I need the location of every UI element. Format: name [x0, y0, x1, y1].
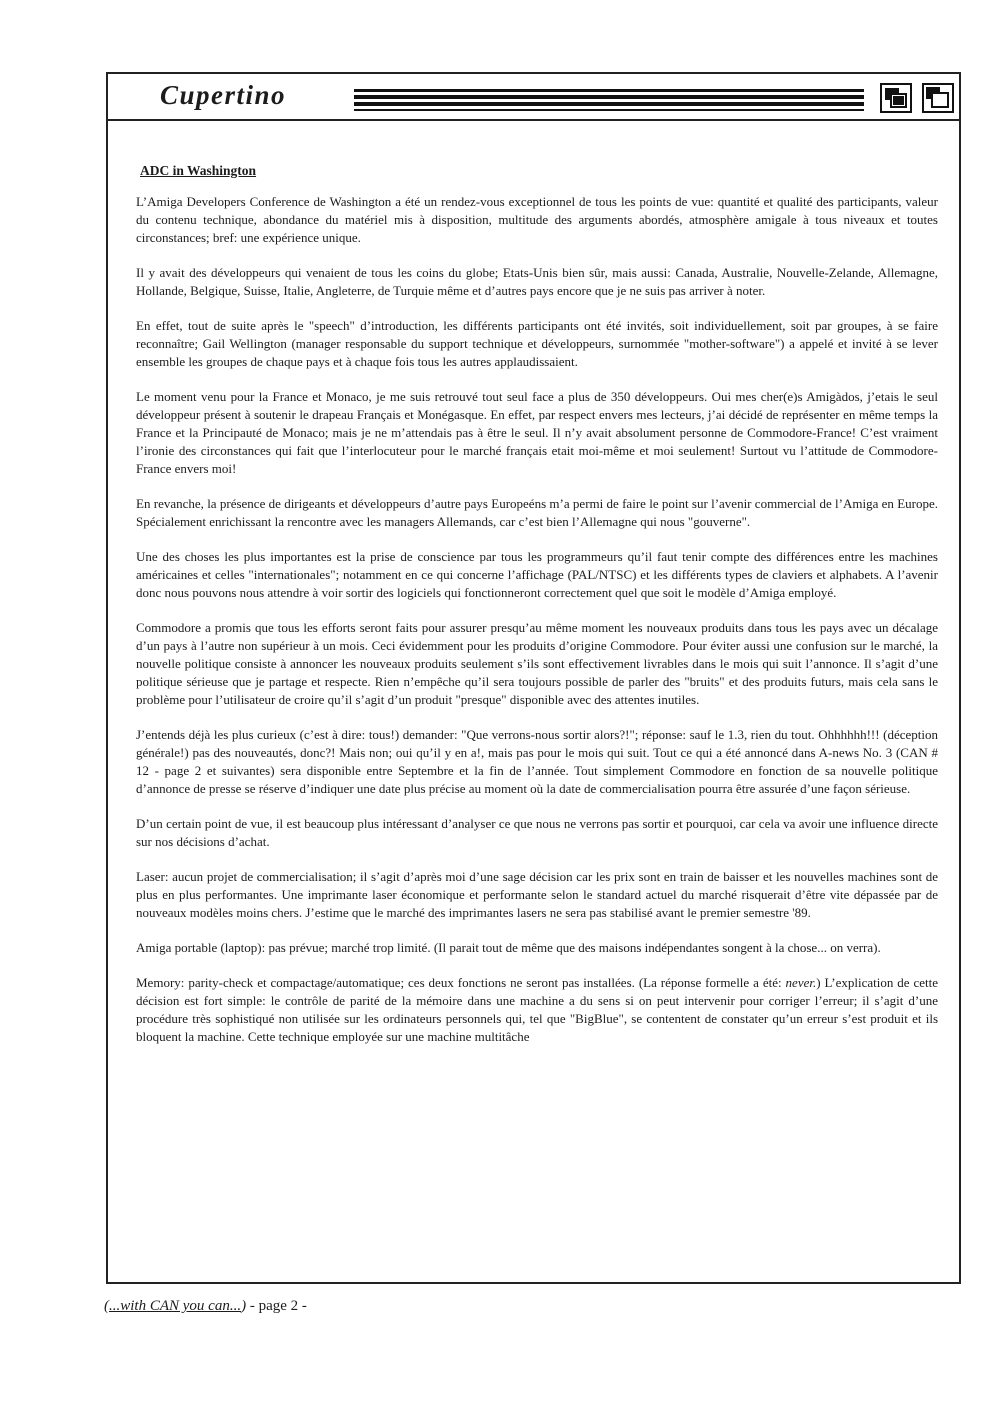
paragraph: Le moment venu pour la France et Monaco, je me suis retrouvé tout seul face a plus de 350 développeurs. Oui mes cher(e)s Amigàdos, j’etais le seul développeur présent à soutenir le drapeau Français et Monégasque. En effet, par respect envers mes lecteurs, j’ai décidé de représenter en même temps la France et la Principauté de Monaco; mais je ne m’attendais pas à être le seul. Il n’y avait absolument personne de Commodore-France! C’est vraiment l’ironie des circonstances qui fait que l’interlocuteur pour le marché français etait moi-même et moi seulement! Surtout vu l’attitude de Commodore-France envers moi!: [136, 389, 938, 476]
header-rule: [354, 95, 864, 99]
emphasis-text: never.: [785, 975, 817, 990]
article-body: [136, 163, 938, 1063]
section-title: ADC in Washington: [140, 163, 257, 178]
paragraph: D’un certain point de vue, il est beaucoup plus intéressant d’analyser ce que nous ne verrons pas sortir et pourquoi, car cela va avoir une influence directe sur nos décisions d’achat.: [136, 816, 938, 849]
paragraph-memory: [136, 974, 938, 1046]
window-back-icon: [880, 83, 912, 113]
paragraph: Une des choses les plus importantes est la prise de conscience par tous les programmeurs qu’il faut tenir compte des différences entre les machines américaines et celles "internationales"; notamment en ce qui concerne l’affichage (PAL/NTSC) et les différents types de claviers et alphabets. A l’avenir donc nous pouvons nous attendre à voir sortir des logiciels qui fonctionneront correctement quel que soit le modèle d’Amiga employé.: [136, 549, 938, 600]
footer-tagline-link: ...with CAN you can...: [109, 1298, 242, 1314]
page-frame: [106, 72, 961, 1284]
paragraph-text: ) L’explication de cette décision est fort simple: le contrôle de parité de la mémoire dans une machine a du sens si on peut intervenir pour corriger l’erreur; il s’agit d’une procédure très sophistiqué non utilisée sur les ordinateurs personnels qui, tel que "BigBlue", se contentent de constater qu’un erreur s’est produit et ils bloquent la machine. Cette technique employée sur une machine multitâche: [136, 975, 939, 1044]
header-rule: [354, 109, 864, 111]
header-icons: [880, 83, 958, 115]
window-front-icon: [922, 83, 954, 113]
page-footer: [104, 1298, 307, 1315]
footer-paren: ): [241, 1298, 247, 1314]
header-decorative-rules: [354, 89, 864, 111]
footer-paren: (: [104, 1298, 109, 1314]
paragraph: En revanche, la présence de dirigeants et développeurs d’autre pays Europeéns m’a permi de faire le point sur l’avenir commercial de l’Amiga en Europe. Spécialement enrichissant la rencontre avec les managers Allemands, car c’est bien l’Allemagne qui nous "gouverne".: [136, 496, 938, 529]
paragraph: Commodore a promis que tous les efforts seront faits pour assurer presqu’au même moment les nouveaux produits dans tous les pays avec un décalage d’un pays à l’autre non supérieur à un mois. Ceci évidemment pour les produits d’origine Commodore. Pour éviter aussi une confusion sur le marché, la nouvelle politique consiste à annoncer les nouveaux produits seulement s’ils sont effectivement livrables dans le mois qui suit l’annonce. Il s’agit d’une politique sérieuse que je partage et respecte. Rien n’empêche qu’il sera toujours possible de parler des "bruits" et des produits futurs, mais cela sans le problème pour l’utilisateur de croire qu’il s’agit d’un produit "presque" disponible avec des attentes inutiles.: [136, 620, 938, 707]
header-bar: [108, 74, 959, 121]
paragraph: Amiga portable (laptop): pas prévue; marché trop limité. (Il parait tout de même que des maisons indépendantes songent à la chose... on verra).: [136, 940, 881, 955]
paragraph-text: Memory: parity-check et compactage/automatique; ces deux fonctions ne seront pas installées. (La réponse formelle a été:: [136, 975, 786, 990]
page-title: Cupertino: [160, 80, 287, 110]
paragraph: En effet, tout de suite après le "speech" d’introduction, les différents participants ont été invités, soit individuellement, soit par groupes, à se faire reconnaître; Gail Wellington (manager responsable du support technique et développeurs, surnommée "mother-software") a appelé et invité à se lever ensemble les groupes de chaque pays et à chaque fois tous les autres applaudissaient.: [136, 318, 938, 369]
paragraph: J’entends déjà les plus curieux (c’est à dire: tous!) demander: "Que verrons-nous sortir alors?!"; réponse: sauf le 1.3, rien du tout. Ohhhhhh!!! (déception générale!) pas des nouveautés, donc?! Mais non; oui qu’il y en a!, mais pas pour le mois qui suit. Tout ce qui a été annoncé dans A-news No. 3 (CAN # 12 - page 2 et suivantes) sera disponible entre Septembre et la fin de l’année. Tout simplement Commodore en fonction de sa nouvelle politique d’annonce de presse se réserve d’indiquer une date plus précise au moment où la date de commercialisation pourra être assurée d’une façon sérieuse.: [136, 727, 938, 796]
paragraph: L’Amiga Developers Conference de Washington a été un rendez-vous exceptionnel de tous les points de vue: quantité et qualité des participants, valeur du contenu technique, abondance du matériel mis à disposition, multitude des arguments abordés, atmosphère amigale à tous niveaux et toutes circonstances; bref: une expérience unique.: [136, 194, 938, 245]
paragraph: Laser: aucun projet de commercialisation; il s’agit d’après moi d’une sage décision car les prix sont en train de baisser et les nouvelles machines sont de plus en plus performantes. Une imprimante laser économique et performante selon le standard actuel du marché risquerait d’être vite dépassée par de nouveaux modèles moins chers. J’estime que le marché des imprimantes lasers ne sera pas stabilisé avant le premier semestre '89.: [136, 869, 938, 920]
header-rule: [354, 102, 864, 106]
page-number: - page 2 -: [246, 1298, 307, 1314]
header-rule: [354, 89, 864, 92]
footer-tagline: [104, 1298, 246, 1314]
paragraph: Il y avait des développeurs qui venaient de tous les coins du globe; Etats-Unis bien sûr, mais aussi: Canada, Australie, Nouvelle-Zelande, Allemagne, Hollande, Belgique, Suisse, Italie, Angleterre, de Turquie même et d’autres pays encore que je ne suis pas arriver à noter.: [136, 265, 938, 298]
